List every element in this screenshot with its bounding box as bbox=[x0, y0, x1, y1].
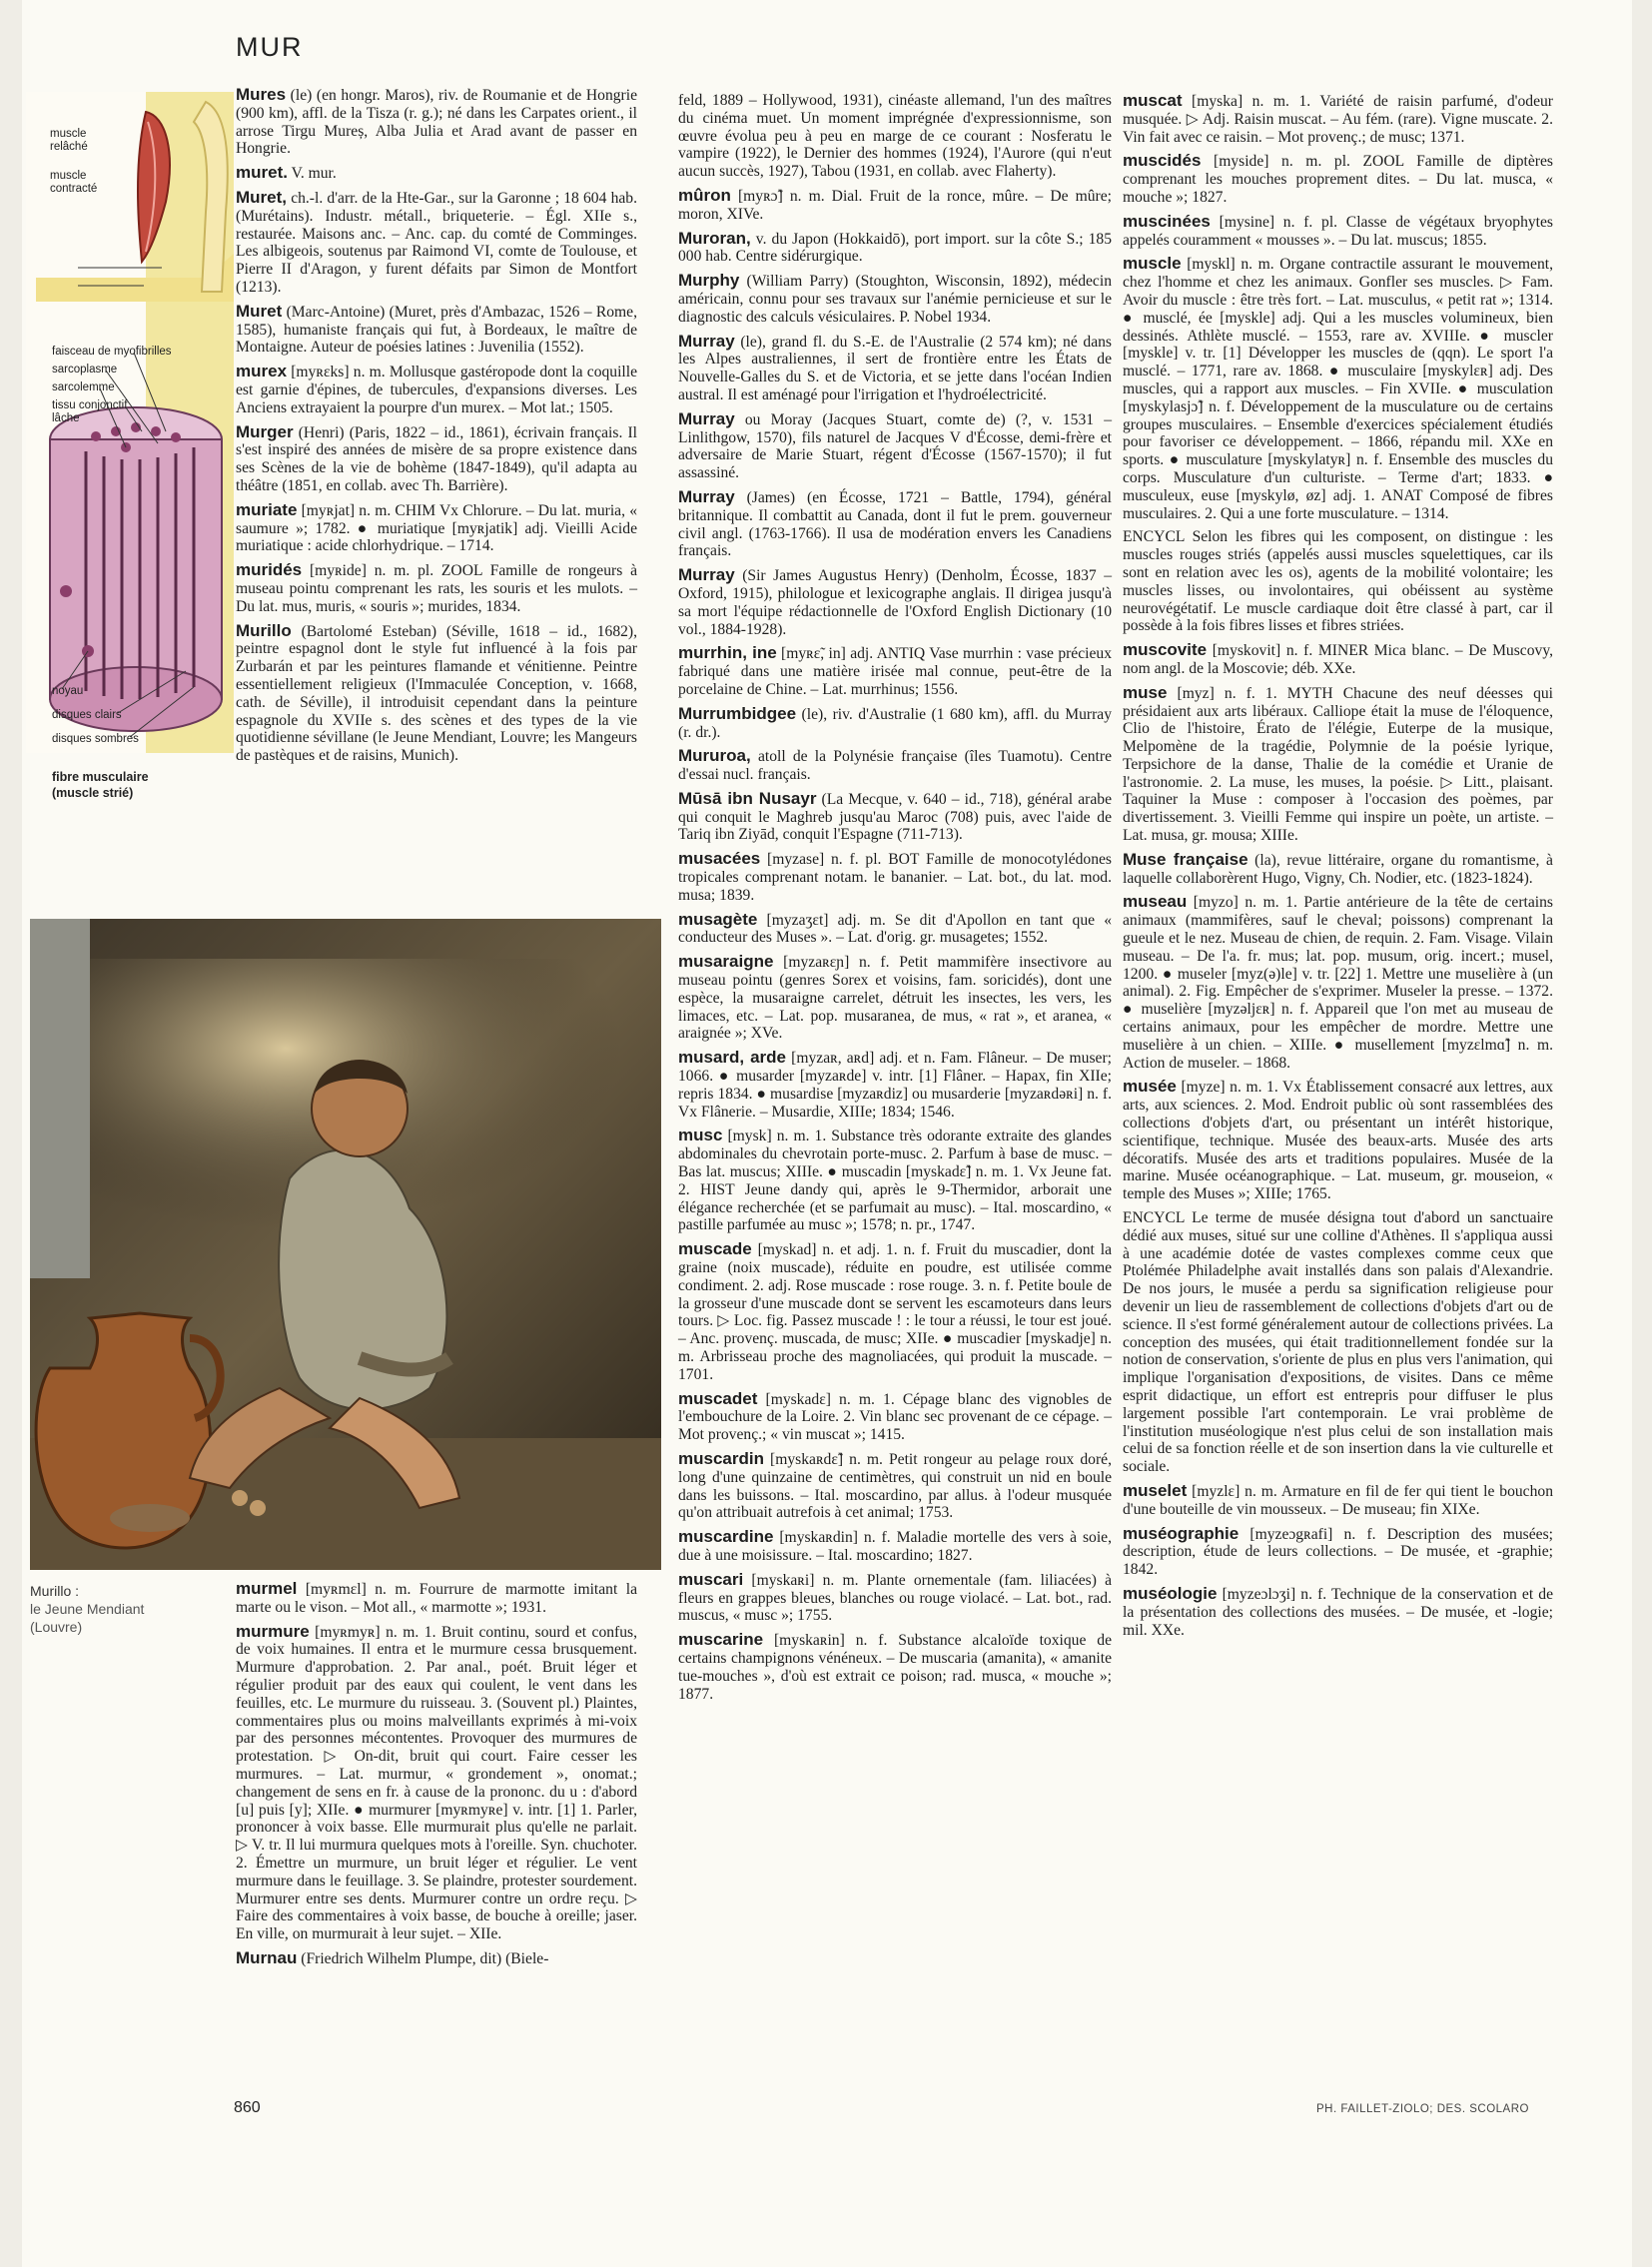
entry-definition: [myska] n. m. 1. Variété de raisin parfumé, d'odeur musquée. ▷ Adj. Raisin muscat. – Au fém. (rare). Vigne muscate. 2. Vin fait avec ce raisin. – Mot provenç.; de musc; 1371. bbox=[1123, 93, 1553, 146]
entry-definition: ENCYCL Le terme de musée désigna tout d'abord un sanctuaire dédié aux muses, situé sur une colline d'Athènes. Il s'appliqua aussi à une académie dotée de vastes complexes comme ceux que Ptolémée Philadelphe avait installés dans son palais d'Alexandrie. De nos jours, le musée a perdu sa signification religieuse pour devenir un lieu de rassemblement de collections d'objets d'art ou de science. Il s'est formé généralement autour de collections privées. La conception des musées, qui était traditionnellement fondée sur la notion de conservation, s'oriente de plus en plus vers l'animation, qui implique l'organisation d'expositions, de visites. Dans ce même esprit didactique, un effort est entrepris pour diffuser le plus largement possible l'art contemporain. Le vrai problème de l'institution muséologique n'est plus celui de son installation mais celui de sa fonction réelle et de son insertion dans la vie culturelle et sociale. bbox=[1123, 1209, 1553, 1476]
dictionary-entry bbox=[678, 1450, 1112, 1522]
entry-headword: musc bbox=[678, 1126, 723, 1145]
entry-headword: muscidés bbox=[1123, 151, 1202, 171]
dictionary-entry bbox=[1123, 528, 1553, 635]
dictionary-entry bbox=[678, 953, 1112, 1043]
dictionary-entry bbox=[236, 363, 637, 416]
dictionary-entry bbox=[678, 410, 1112, 482]
label-sarcolemma: sarcolemme bbox=[52, 381, 115, 393]
entry-headword: murrhin, ine bbox=[678, 643, 777, 663]
dictionary-entry bbox=[678, 790, 1112, 844]
entry-definition: atoll de la Polynésie française (îles Tuamotu). Centre d'essai nucl. français. bbox=[678, 748, 1112, 784]
entry-headword: Muroran, bbox=[678, 228, 751, 248]
entry-headword: museau bbox=[1123, 892, 1188, 912]
entry-headword: muscadet bbox=[678, 1388, 758, 1408]
dictionary-entry bbox=[678, 850, 1112, 904]
dictionary-entry bbox=[236, 189, 637, 297]
entry-definition: ENCYCL Selon les fibres qui les composent, on distingue : les muscles rouges striés (appelés aussi muscles squelettiques, car ils sont en relation avec les os), agents de la mobilité volontaire; les muscles lisses, ou involontaires, qui obéissent au système neurovégétatif. Le muscle cardiaque doit être classé à part, car il possède à la fois fibres lisses et fibres striées. bbox=[1123, 528, 1553, 635]
entry-definition: [myside] n. m. pl. ZOOL Famille de diptères comprenant les mouches proprement dites. – Du lat. musca, « mouche »; 1827. bbox=[1123, 153, 1553, 206]
label-relaxed: muscle relâché bbox=[50, 128, 88, 153]
entry-definition: (William Parry) (Stoughton, Wisconsin, 1892), médecin américain, connu pour ses travaux sur l'anémie pernicieuse et sur le diagnostic des calculs vésiculaires. P. Nobel 1934. bbox=[678, 273, 1112, 326]
dictionary-entry bbox=[678, 566, 1112, 638]
label-light-discs: disques clairs bbox=[52, 709, 122, 721]
dictionary-entry bbox=[678, 1390, 1112, 1444]
dictionary-entry bbox=[678, 333, 1112, 404]
entry-definition: [myzo] n. m. 1. Partie antérieure de la tête de certains animaux (mammifères, sauf le cheval; poissons) comprenant la gueule et le nez. Museau de chien, de requin. 2. Fam. Visage. Vilain museau. – De l'a. fr. mus; lat. pop. musum, orig. incert.; musel, 1200. ● museler [myz(ə)le] v. tr. [22] 1. Mettre une muselière à (un animal). 2. Fig. Empêcher de s'exprimer. Museler la presse. – 1372. ● muselière [myzəljɛʀ] n. f. Appareil que l'on met au museau de certains animaux, pour les empêcher de mordre. Mettre une muselière à un chien. – XIIIe. ● musellement [myzɛlmɑ̃] n. m. Action de museler. – 1868. bbox=[1123, 894, 1553, 1072]
entry-headword: murex bbox=[236, 362, 288, 381]
entry-headword: Mūsā ibn Nusayr bbox=[678, 788, 817, 808]
dictionary-entry bbox=[1123, 684, 1553, 845]
entry-definition: [myskaʀi] n. m. Plante ornementale (fam. liliacées) à fleurs en grappes bleues, blanches ou rouge violacé. – Lat. bot., rad. muscus, « musc »; 1755. bbox=[678, 1571, 1112, 1625]
entry-definition: (Henri) (Paris, 1822 – id., 1861), écrivain français. Il s'est inspiré des années de misère de sa propre existence dans ses Scènes de la vie de bohème (1847-1849), qu'il adapta au théâtre (1851, en collab. avec Th. Barrière). bbox=[236, 423, 637, 494]
dictionary-entry bbox=[678, 92, 1112, 181]
figure-caption: fibre musculaire (muscle strié) bbox=[52, 770, 149, 800]
dictionary-entry bbox=[678, 705, 1112, 742]
entry-definition: [myskaʀin] n. f. Substance alcaloïde toxique de certains champignons vénéneux. – De muscaria (amanita), « amanite tue-mouches », d'où est extrait ce poison; rad. musca, « mouche »; 1877. bbox=[678, 1632, 1112, 1703]
entry-headword: muséologie bbox=[1123, 1583, 1218, 1603]
dictionary-entry bbox=[236, 1580, 637, 1617]
painting-caption bbox=[30, 1582, 144, 1636]
dictionary-entry bbox=[1123, 92, 1553, 146]
painting-young-beggar bbox=[30, 919, 661, 1570]
dictionary-entry bbox=[236, 1623, 637, 1943]
entry-headword: muriate bbox=[236, 499, 298, 519]
dictionary-entry bbox=[678, 1631, 1112, 1703]
entry-definition: [myzase] n. f. pl. BOT Famille de monocotylédones tropicales comprenant notam. le bananier. – Lat. bot., du lat. mod. musa; 1839. bbox=[678, 851, 1112, 904]
entry-definition: [mysk] n. m. 1. Substance très odorante extraite des glandes abdominales du chevrotain porte-musc. 2. Parfum à base de musc. – Bas lat. muscus; XIIIe. ● muscadin [myskadɛ̃] n. m. 1. Vx Jeune fat. 2. HIST Jeune dandy qui, après le 9-Thermidor, arborait une élégance recherchée (et se parfumait au musc). – Ital. moscardino, « pastille parfumée au musc »; 1578; n. pr., 1747. bbox=[678, 1128, 1112, 1234]
entry-headword: Muret bbox=[236, 301, 283, 321]
entry-headword: muscat bbox=[1123, 91, 1183, 110]
entry-headword: muridés bbox=[236, 560, 303, 580]
dictionary-entry bbox=[678, 187, 1112, 224]
dictionary-entry bbox=[236, 1949, 637, 1968]
entry-headword: muret. bbox=[236, 163, 288, 183]
entry-definition: ch.-l. d'arr. de la Hte-Gar., sur la Garonne ; 18 604 hab. (Murétains). Industr. métall., briqueterie. – Égl. XIIe s., restaurée. Maisons anc. – Anc. cap. du comté de Comminges. Les albigeois, soutenus par Raimond VI, comte de Toulouse, et Pierre II d'Aragon, y furent défaits par Simon de Montfort (1213). bbox=[236, 189, 637, 296]
dictionary-entry bbox=[678, 1571, 1112, 1625]
entry-definition: [myzlɛ] n. m. Armature en fil de fer qui tient le bouchon d'une bouteille de vin mousseux. – De museau; fin XIXe. bbox=[1123, 1482, 1553, 1518]
column-1 bbox=[236, 86, 637, 771]
entry-headword: muscardin bbox=[678, 1448, 764, 1468]
dictionary-entry bbox=[1123, 1585, 1553, 1639]
entry-definition: [myʀmyʀ] n. m. 1. Bruit continu, sourd et confus, de voix humaines. Il entra et le murmure cessa brusquement. Murmure d'approbation. 2. Par anal., poét. Bruit léger et régulier produit par des eaux qui coulent, le vent dans les feuilles, etc. Le murmure du ruisseau. 3. (Souvent pl.) Plaintes, commentaires plus ou moins malveillants exprimés à mi-voix par des personnes mécontentes. Provoquer des murmures de protestation. ▷ On-dit, bruit qui court. Faire cesser les murmures. – Lat. murmur, « grondement », onomat.; changement de sens en fr. à cause de la prononc. du u : d'abord [u] puis [y]; XIIe. ● murmurer [myʀmyʀe] v. intr. [1] 1. Parler, prononcer à voix basse. Elle murmurait plus qu'elle ne parlait. ▷ V. tr. Il lui murmura quelques mots à l'oreille. Syn. chuchoter. 2. Émettre un murmure, un bruit léger et régulier. Le vent murmure dans le feuillage. 3. Se plaindre, protester sourdement. Murmurer entre ses dents. Murmurer contre un ordre reçu. ▷ Faire des commentaires à voix basse, de bouche à oreille; jaser. En ville, on murmurait à leur sujet. – XIIe. bbox=[236, 1623, 637, 1943]
entry-headword: Muret, bbox=[236, 187, 287, 207]
entry-headword: Murray bbox=[678, 408, 735, 428]
dictionary-entry bbox=[678, 1528, 1112, 1565]
entry-headword: Murger bbox=[236, 421, 294, 441]
entry-definition: [mysine] n. f. pl. Classe de végétaux bryophytes appelés couramment « mousses ». – Du lat. muscus; 1855. bbox=[1123, 213, 1553, 249]
entry-headword: Muse française bbox=[1123, 849, 1248, 869]
dictionary-entry bbox=[678, 1049, 1112, 1121]
entry-definition: [myʀjat] n. m. CHIM Vx Chlorure. – Du lat. muria, « saumure »; 1782. ● muriatique [myʀjatik] adj. Vieilli Acide muriatique : acide chlorhydrique. – 1714. bbox=[236, 501, 637, 555]
dictionary-entry bbox=[236, 86, 637, 158]
dictionary-entry bbox=[1123, 893, 1553, 1072]
entry-headword: Murray bbox=[678, 486, 735, 506]
dictionary-entry bbox=[678, 747, 1112, 784]
entry-headword: musaraigne bbox=[678, 952, 774, 972]
dictionary-entry bbox=[1123, 1525, 1553, 1579]
entry-headword: musagète bbox=[678, 909, 758, 929]
column-1-bottom bbox=[236, 1580, 637, 1974]
entry-headword: Mures bbox=[236, 85, 287, 104]
entry-definition: ou Moray (Jacques Stuart, comte de) (?, v. 1531 – Linlithgow, 1570), fils naturel de Jacques V d'Écosse, demi-frère et adversaire de Marie Stuart, régent d'Écosse (1567-1570); il fut assassiné. bbox=[678, 410, 1112, 482]
dictionary-entry bbox=[678, 1240, 1112, 1383]
dictionary-entry bbox=[236, 303, 637, 357]
running-head: MUR bbox=[236, 32, 304, 62]
entry-definition: [myʀmɛl] n. m. Fourrure de marmotte imitant la marte ou le vison. – Mot all., « marmotte »; 1931. bbox=[236, 1581, 637, 1616]
dictionary-entry bbox=[1123, 255, 1553, 522]
entry-headword: murmel bbox=[236, 1579, 298, 1598]
dictionary-entry bbox=[1123, 1482, 1553, 1519]
entry-definition: [myskadɛ] n. m. 1. Cépage blanc des vignobles de l'embouchure de la Loire. 2. Vin blanc sec provenant de ce cépage. – Mot provenç.; « vin muscat »; 1415. bbox=[678, 1390, 1112, 1444]
column-3 bbox=[1123, 92, 1553, 1645]
entry-headword: muscade bbox=[678, 1239, 752, 1259]
entry-headword: Murillo bbox=[236, 620, 292, 640]
entry-headword: Murnau bbox=[236, 1947, 298, 1967]
label-loose-tissue: tissu conjonctif lâche bbox=[52, 399, 128, 424]
entry-definition: [myze] n. m. 1. Vx Établissement consacré aux lettres, aux arts, aux sciences. 2. Mod. Endroit public où sont rassemblées des collections d'objets d'art, ou présentant un intérêt historique, scientifique, technique. Musée des beaux-arts. Musée des arts décoratifs. Musée des arts et traditions populaires. Musée de la marine. Musée océanographique. – Lat. museum, gr. mouseion, « temple des Muses »; XIIIe; 1765. bbox=[1123, 1079, 1553, 1203]
entry-definition: [myzeɔgʀafi] n. f. Description des musées; description, étude de leurs collections. – De musée, et -graphie; 1842. bbox=[1123, 1525, 1553, 1579]
entry-definition: [myskaʀdɛ̃] n. m. Petit rongeur au pelage roux doré, long d'une quinzaine de centimètres, qui construit un nid en boule dans les buissons. – Ital. moscardino, par allus. à l'odeur musquée qu'on attribuait autrefois à cet animal; 1753. bbox=[678, 1450, 1112, 1522]
dictionary-entry bbox=[236, 501, 637, 555]
entry-definition: [myzeɔlɔʒi] n. f. Technique de la conservation et de la présentation des collections des musées. – De musée, et -logie; mil. XXe. bbox=[1123, 1585, 1553, 1639]
entry-definition: [myʀɛ̃, in] adj. ANTIQ Vase murrhin : vase précieux fabriqué dans une matière irisée mal connue, peut-être de la porcelaine de Chine. – Lat. murrhinus; 1556. bbox=[678, 645, 1112, 698]
caption-artist: Murillo : bbox=[30, 1583, 80, 1599]
entry-definition: [myz] n. f. 1. MYTH Chacune des neuf déesses qui présidaient aux arts libéraux. Calliope était la muse de l'éloquence, Clio de l'histoire, Érato de l'élégie, Euterpe de la musique, Melpomène de la tragédie, Polymnie de la poésie lyrique, Terpsichore de la danse, Thalie de la comédie et Uranie de l'astronomie. 2. La muse, les muses, la poésie. ▷ Litt., plaisant. Taquiner la Muse : composer à l'occasion des poèmes, par divertissement. 3. Vieilli Femme qui inspire un poète, un artiste. – Lat. musa, gr. mousa; XIIIe. bbox=[1123, 684, 1553, 845]
entry-definition: [myʀɛks] n. m. Mollusque gastéropode dont la coquille est garnie d'épines, de tubercules, d'expansions diverses. Les Anciens extrayaient la pourpre d'un murex. – Mot lat.; 1505. bbox=[236, 364, 637, 416]
label-nucleus: noyau bbox=[52, 685, 84, 697]
dictionary-entry bbox=[1123, 1209, 1553, 1476]
entry-definition: (Bartolomé Esteban) (Séville, 1618 – id., 1682), peintre espagnol dont le style fut influencé à la fois par Zurbarán et par les peintures flamande et vénitienne. Peintre essentiellement religieux (l'Immaculée Conception, v. 1668, cath. de Séville), il introduisit cependant dans la peinture espagnole du XVIIe s. des scènes et des types de la vie quotidienne sévillane (le Jeune Mendiant, Louvre; les Mangeurs de pastèques et de raisins, Munich). bbox=[236, 622, 637, 765]
entry-definition: (le), grand fl. du S.-E. de l'Australie (2 574 km); né dans les Alpes australiennes, il sert de frontière entre les États de Nouvelle-Galles du S. et de Victoria, et se jette dans l'océan Indien austral. Il est aménagé pour l'irrigation et l'hydroélectricité. bbox=[678, 333, 1112, 403]
entry-definition: [myzaʀɛɲ] n. f. Petit mammifère insectivore au museau pointu (genres Sorex et voisins, fam. soricidés), dont une espèce, la musaraigne carrelet, détruit les insectes, les vers, les limaces, etc. – Lat. pop. musaranea, de mus, « rat », et aranea, « araignée »; XVe. bbox=[678, 954, 1112, 1043]
entry-headword: musacées bbox=[678, 849, 761, 869]
entry-definition: [myʀɔ̃] n. m. Dial. Fruit de la ronce, mûre. – De mûre; moron, XIVe. bbox=[678, 187, 1112, 223]
dictionary-entry bbox=[678, 272, 1112, 326]
entry-definition: (le), riv. d'Australie (1 680 km), affl. du Murray (r. dr.). bbox=[678, 705, 1112, 741]
entry-definition: [myʀide] n. m. pl. ZOOL Famille de rongeurs à museau pointu comprenant les rats, les souris et les mulots. – Du lat. mus, muris, « souris »; murides, 1834. bbox=[236, 562, 637, 615]
dictionary-entry bbox=[678, 230, 1112, 267]
dictionary-entry bbox=[236, 622, 637, 765]
dictionary-entry bbox=[1123, 851, 1553, 888]
entry-definition: (Sir James Augustus Henry) (Denholm, Écosse, 1837 – Oxford, 1915), philologue et lexicographe anglais. Il dirigea jusqu'à sa mort l'équipe rédactionnelle de l'Oxford English Dictionary (10 vol., 1884-1928). bbox=[678, 567, 1112, 638]
entry-headword: muséographie bbox=[1123, 1523, 1239, 1543]
label-myofibrils: faisceau de myofibrilles bbox=[52, 346, 172, 358]
entry-definition: [myzaʒɛt] adj. m. Se dit d'Apollon en tant que « conducteur des Muses ». – Lat. d'orig. gr. musagetes; 1552. bbox=[678, 911, 1112, 947]
entry-definition: feld, 1889 – Hollywood, 1931), cinéaste allemand, l'un des maîtres du cinéma muet. Un moment imprégnée d'expressionnisme, son œuvre évolua peu à peu en marge de ce courant : Nosferatu le vampire (1922), le Dernier des hommes (1924), l'Aurore (qui n'eut aucun succès, 1927), Tabou (1931, en collab. avec Flaherty). bbox=[678, 92, 1112, 181]
dictionary-entry bbox=[678, 488, 1112, 560]
column-2 bbox=[678, 92, 1112, 1709]
entry-headword: musée bbox=[1123, 1077, 1177, 1097]
entry-definition: (La Mecque, v. 640 – id., 718), général arabe qui conquit le Maghreb jusqu'au Maroc (708) puis, avec l'aide de Tariq ibn Ziyād, conquit l'Espagne (711-713). bbox=[678, 790, 1112, 844]
dictionary-entry bbox=[1123, 152, 1553, 206]
entry-headword: muselet bbox=[1123, 1480, 1188, 1500]
photo-credit: PH. FAILLET-ZIOLO; DES. SCOLARO bbox=[1316, 2103, 1529, 2115]
entry-definition: [myskad] n. et adj. 1. n. f. Fruit du muscadier, dont la graine (noix muscade), réduite en poudre, est utilisée comme condiment. 2. adj. Rose muscade : rose rouge. 3. n. f. Petite boule de la grosseur d'une muscade dont se servent les escamoteurs dans leurs tours. ▷ Loc. fig. Passez muscade ! : le tour a réussi, le tour est joué. – Anc. provenç. muscada, de musc; XIIe. ● muscadier [myskadje] n. m. Arbrisseau proche des magnoliacées, qui produit la muscade. – 1701. bbox=[678, 1241, 1112, 1383]
entry-headword: Murphy bbox=[678, 271, 740, 291]
dictionary-entry bbox=[236, 423, 637, 495]
dictionary-entry bbox=[236, 164, 637, 183]
entry-headword: mûron bbox=[678, 185, 731, 205]
entry-headword: muscovite bbox=[1123, 640, 1208, 660]
dictionary-entry bbox=[678, 1127, 1112, 1234]
dictionary-entry bbox=[1123, 213, 1553, 250]
entry-definition: v. du Japon (Hokkaidō), port import. sur la côte S.; 185 000 hab. Centre sidérurgique. bbox=[678, 230, 1112, 266]
entry-definition: [myzaʀ, aʀd] adj. et n. Fam. Flâneur. – De muser; 1066. ● musarder [myzaʀde] v. intr. [1] Flâner. – Hapax, fin XIIe; repris 1834. ● musardise [myzaʀdiz] ou musarderie [myzaʀdəʀi] n. f. Vx Flânerie. – Musardie, XIIIe; 1834; 1546. bbox=[678, 1050, 1112, 1121]
entry-definition: (James) (en Écosse, 1721 – Battle, 1794), général britannique. Il combattit au Canada, dont il fut le prem. gouverneur civil angl. (1763-1766). Il usa de modération envers les Canadiens français. bbox=[678, 488, 1112, 560]
entry-definition: [myskaʀdin] n. f. Maladie mortelle des vers à soie, due à une moisissure. – Ital. moscardino; 1827. bbox=[678, 1529, 1112, 1564]
entry-definition: (Friedrich Wilhelm Plumpe, dit) (Biele- bbox=[297, 1949, 549, 1967]
entry-headword: muse bbox=[1123, 682, 1168, 702]
entry-headword: muscarine bbox=[678, 1630, 764, 1650]
entry-headword: muscardine bbox=[678, 1527, 774, 1547]
dictionary-entry bbox=[1123, 641, 1553, 678]
caption-location: (Louvre) bbox=[30, 1619, 83, 1635]
label-contracted: muscle contracté bbox=[50, 170, 98, 195]
entry-headword: muscari bbox=[678, 1569, 744, 1589]
entry-headword: Murray bbox=[678, 565, 735, 585]
page-number: 860 bbox=[234, 2099, 261, 2116]
entry-headword: muscle bbox=[1123, 254, 1182, 274]
entry-definition: (Marc-Antoine) (Muret, près d'Ambazac, 1526 – Rome, 1585), humaniste français qui fut, à Bordeaux, le maître de Montaigne. Auteur de poésies latines : Juvenilia (1552). bbox=[236, 303, 637, 357]
entry-headword: murmure bbox=[236, 1621, 310, 1641]
entry-headword: musard, arde bbox=[678, 1048, 787, 1068]
label-dark-discs: disques sombres bbox=[52, 733, 139, 745]
caption-title: le Jeune Mendiant bbox=[30, 1601, 145, 1617]
entry-headword: Mururoa, bbox=[678, 746, 751, 766]
entry-definition: [myskovit] n. f. MINER Mica blanc. – De Muscovy, nom angl. de la Moscovie; déb. XXe. bbox=[1123, 642, 1553, 677]
entry-definition: (le) (en hongr. Maros), riv. de Roumanie et de Hongrie (900 km), affl. de la Tisza (r. g.); né dans les Carpates orient., il arrose Tirgu Mureș, Alba Julia et Arad avant de passer en Hongrie. bbox=[236, 87, 637, 158]
dictionary-entry bbox=[678, 911, 1112, 948]
label-sarcoplasm: sarcoplasme bbox=[52, 364, 118, 376]
entry-definition: V. mur. bbox=[287, 165, 337, 183]
entry-headword: muscinées bbox=[1123, 211, 1211, 231]
dictionary-entry bbox=[1123, 1078, 1553, 1203]
dictionary-entry bbox=[236, 561, 637, 615]
entry-definition: (la), revue littéraire, organe du romantisme, à laquelle collaborèrent Hugo, Vigny, Ch. Nodier, etc. (1823-1824). bbox=[1123, 851, 1553, 887]
dictionary-entry bbox=[678, 644, 1112, 698]
entry-headword: Murray bbox=[678, 331, 735, 351]
entry-headword: Murrumbidgee bbox=[678, 703, 797, 723]
entry-definition: [myskl] n. m. Organe contractile assurant le mouvement, chez l'homme et chez les animaux. Gonfler ses muscles. ▷ Fam. Avoir du muscle : être très fort. – Lat. musculus, « petit rat »; 1314. ● musclé, ée [myskle] adj. Qui a les muscles volumineux, bien dessinés. Athlète musclé. – 1553, rare av. XVIIIe. ● muscler [myskle] v. tr. [1] Développer les muscles de (qqn). Le sport l'a musclé. – 1771, rare av. 1868. ● musculaire [myskylɛʀ] adj. Des muscles, qui a rapport aux muscles. – Fin XVIIe. ● musculation [myskylasjɔ̃] n. f. Développement de la musculature ou de certains groupes musculaires. – Ensemble d'exercices spécialement étudiés pour favoriser ce développement. – 1866, répandu mil. XXe en sports. ● musculature [myskylatyʀ] n. f. Ensemble des muscles du corps. Musculature d'un culturiste. – Terme d'art; 1833. ● musculeux, euse [myskylø, øz] adj. 1. ANAT Composé de fibres musculaires. 2. Qui a une forte musculature. – 1314. bbox=[1123, 256, 1553, 522]
